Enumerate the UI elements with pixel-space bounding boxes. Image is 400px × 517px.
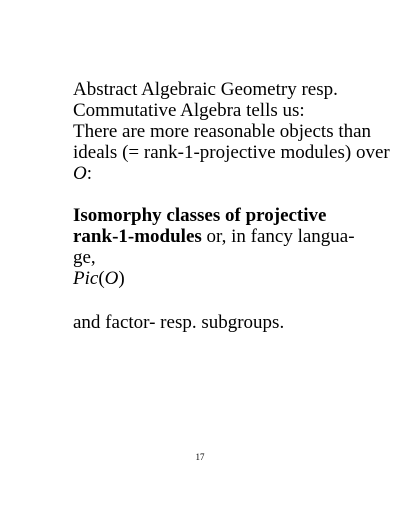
math-symbol-pic: Pic xyxy=(73,268,99,289)
text-line-2: Commutative Algebra tells us: xyxy=(73,100,305,121)
text-line-3: There are more reasonable objects than xyxy=(73,121,372,142)
paren-open: ( xyxy=(98,268,105,289)
text-line-10: and factor- resp. subgroups. xyxy=(73,312,285,333)
math-symbol-o-arg: O xyxy=(104,268,119,289)
text-line-8: ge, xyxy=(73,247,96,268)
page-number: 17 xyxy=(195,452,205,462)
colon: : xyxy=(86,163,93,184)
paren-close: ) xyxy=(118,268,125,289)
text-line-4: ideals (= rank-1-projective modules) over xyxy=(73,142,390,163)
math-expression-pic xyxy=(73,268,125,289)
math-symbol-o: O xyxy=(73,163,87,184)
text-continuation: or, in fancy langua- xyxy=(201,226,355,247)
text-line-7 xyxy=(73,226,355,247)
bold-heading-line-1: Isomorphy classes of projective xyxy=(73,205,327,226)
text-line-5 xyxy=(73,163,92,184)
text-line-1: Abstract Algebraic Geometry resp. xyxy=(73,79,338,100)
bold-heading-line-2: rank-1-modules xyxy=(73,226,202,247)
